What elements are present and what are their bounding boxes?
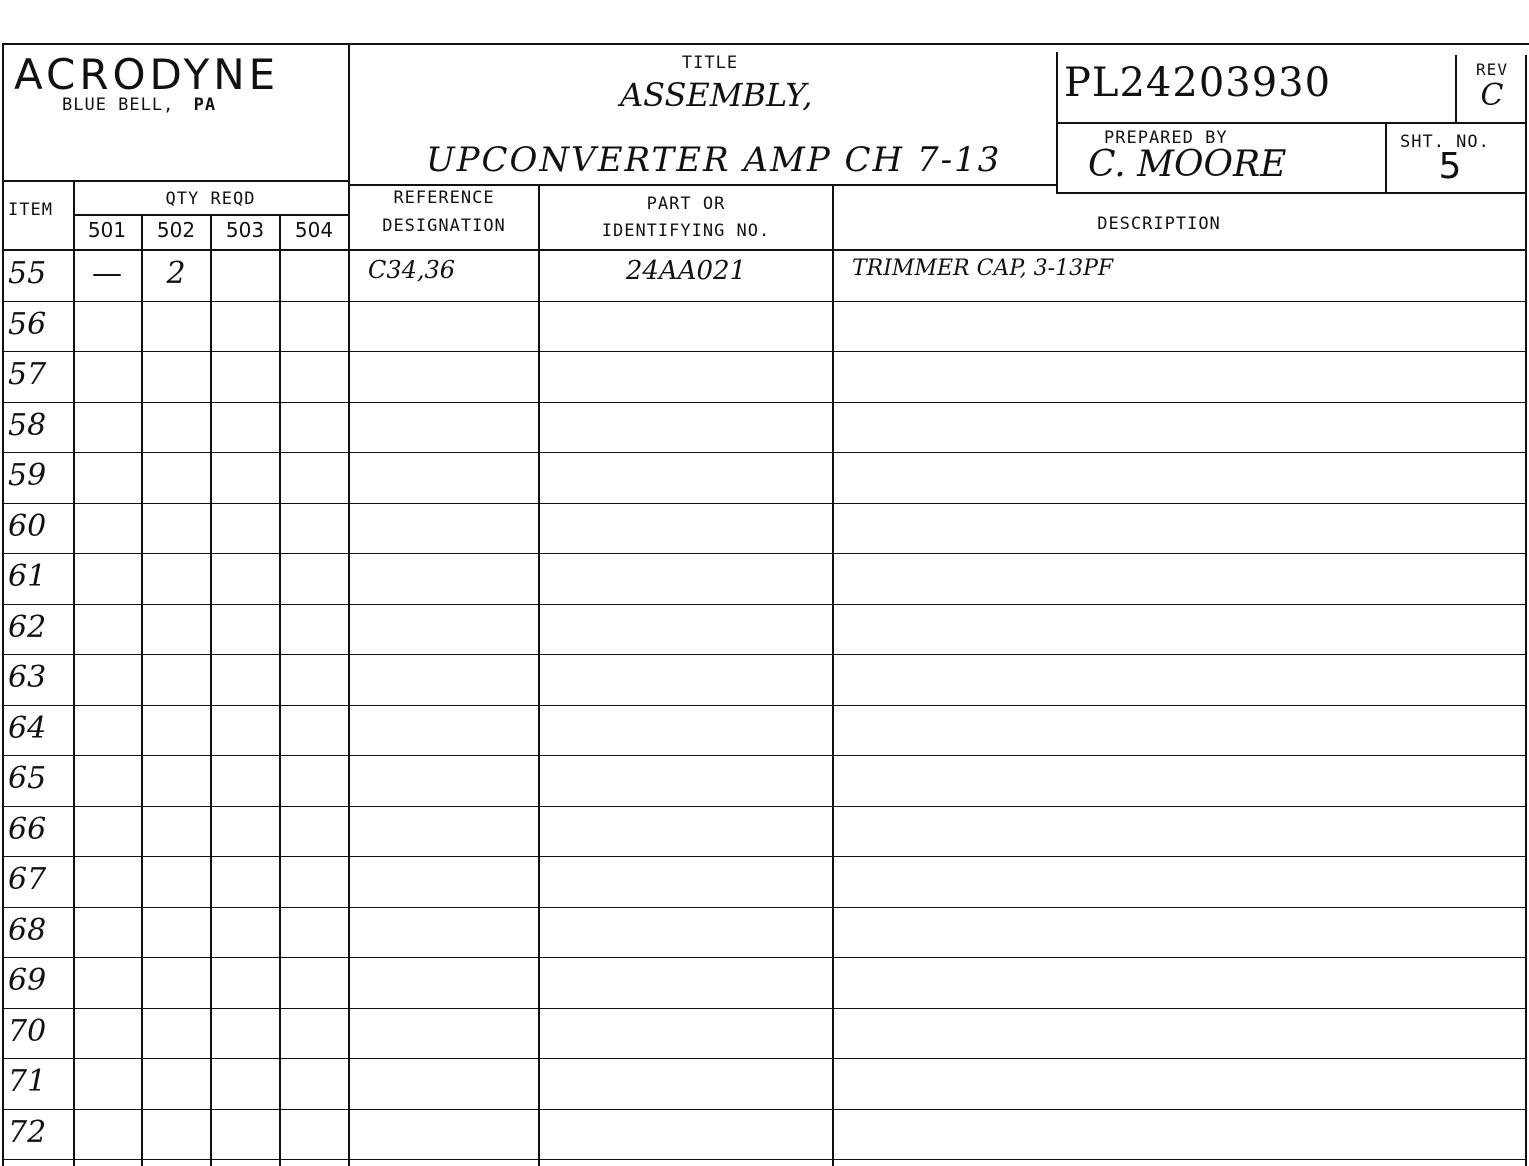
row-cell-item: 57 <box>8 357 47 392</box>
col-qty-503: 503 <box>225 218 265 242</box>
row-rule <box>2 1159 1526 1160</box>
row-rule <box>2 907 1526 908</box>
row-cell-item: 63 <box>8 660 47 695</box>
rev-caption: REV <box>1476 60 1508 79</box>
row-cell-item: 55 <box>8 256 47 291</box>
header-bottom-middle <box>348 184 1058 186</box>
row-cell-item: 71 <box>8 1064 47 1099</box>
rev-value: C <box>1480 78 1504 113</box>
prepared-by-value: C. MOORE <box>1088 144 1287 185</box>
col-qty-header: QTY REQD <box>165 189 256 209</box>
row-rule <box>2 604 1526 605</box>
row-rule <box>2 856 1526 857</box>
title-line1: ASSEMBLY, <box>620 76 813 114</box>
row-cell-ref: C34,36 <box>368 256 456 284</box>
prepared-by-caption: PREPARED BY <box>1104 128 1228 148</box>
col-part-header-line1: PART OR <box>646 194 726 214</box>
row-cell-desc: TRIMMER CAP, 3-13PF <box>852 256 1114 281</box>
row-cell-item: 72 <box>8 1114 47 1150</box>
row-rule <box>2 755 1526 756</box>
header-row-bottom <box>2 249 1526 251</box>
col-qty-501: 501 <box>87 218 127 242</box>
col-qty-504: 504 <box>294 218 334 242</box>
row-cell-item: 70 <box>8 1013 47 1049</box>
col-divider-ref <box>538 184 540 1166</box>
row-cell-item: 66 <box>8 811 47 847</box>
row-cell-item: 60 <box>8 508 47 544</box>
col-divider-501 <box>141 214 143 1166</box>
divider-pl-prepared <box>1056 122 1526 124</box>
col-part-header-line2: IDENTIFYING NO. <box>601 221 771 241</box>
row-rule <box>2 1109 1526 1110</box>
col-divider-item <box>73 180 75 1166</box>
row-cell-part: 24AA021 <box>625 256 747 286</box>
col-ref-header-line1: REFERENCE <box>393 188 495 208</box>
row-rule <box>2 654 1526 655</box>
header-bottom-right <box>1056 192 1526 194</box>
row-rule <box>2 452 1526 453</box>
divider-pl-rev <box>1455 55 1457 122</box>
title-line2: UPCONVERTER AMP CH 7-13 <box>426 140 1002 180</box>
row-cell-item: 62 <box>8 609 47 645</box>
col-qty-502: 502 <box>156 218 196 242</box>
company-name: ACRODYNE <box>14 50 280 99</box>
company-state: PA <box>193 95 217 115</box>
col-item-header: ITEM <box>8 200 53 220</box>
row-rule <box>2 957 1526 958</box>
row-cell-item: 65 <box>8 761 47 796</box>
row-cell-item: 67 <box>8 862 47 897</box>
part-list-number: PL24203930 <box>1064 60 1332 106</box>
company-city: BLUE BELL, <box>62 95 175 115</box>
row-cell-q502: 2 <box>166 256 186 291</box>
col-divider-part <box>832 184 834 1166</box>
row-cell-item: 61 <box>8 559 47 594</box>
row-cell-item: 58 <box>8 407 47 443</box>
row-rule <box>2 1058 1526 1059</box>
title-caption: TITLE <box>681 53 739 73</box>
row-rule <box>2 705 1526 706</box>
col-desc-header: DESCRIPTION <box>1097 214 1221 234</box>
col-divider-502 <box>210 214 212 1166</box>
row-cell-item: 69 <box>8 963 47 998</box>
right-border <box>1525 55 1527 1166</box>
company-location <box>62 95 216 115</box>
col-ref-header-line2: DESIGNATION <box>382 216 506 236</box>
top-border <box>2 43 1529 45</box>
divider-prepared-sheet <box>1385 124 1387 192</box>
row-rule <box>2 553 1526 554</box>
row-cell-item: 64 <box>8 710 47 746</box>
header-bottom-left <box>2 180 348 182</box>
row-cell-item: 59 <box>8 458 47 493</box>
row-rule <box>2 1008 1526 1009</box>
row-rule <box>2 402 1526 403</box>
row-rule <box>2 301 1526 302</box>
row-cell-item: 56 <box>8 306 47 342</box>
sheet-value: 5 <box>1438 146 1462 187</box>
sheet-caption: SHT. NO. <box>1400 132 1490 152</box>
row-cell-item: 68 <box>8 912 47 948</box>
row-cell-q501: — <box>92 256 122 291</box>
row-rule <box>2 503 1526 504</box>
row-rule <box>2 351 1526 352</box>
col-divider-503 <box>279 214 281 1166</box>
row-rule <box>2 806 1526 807</box>
